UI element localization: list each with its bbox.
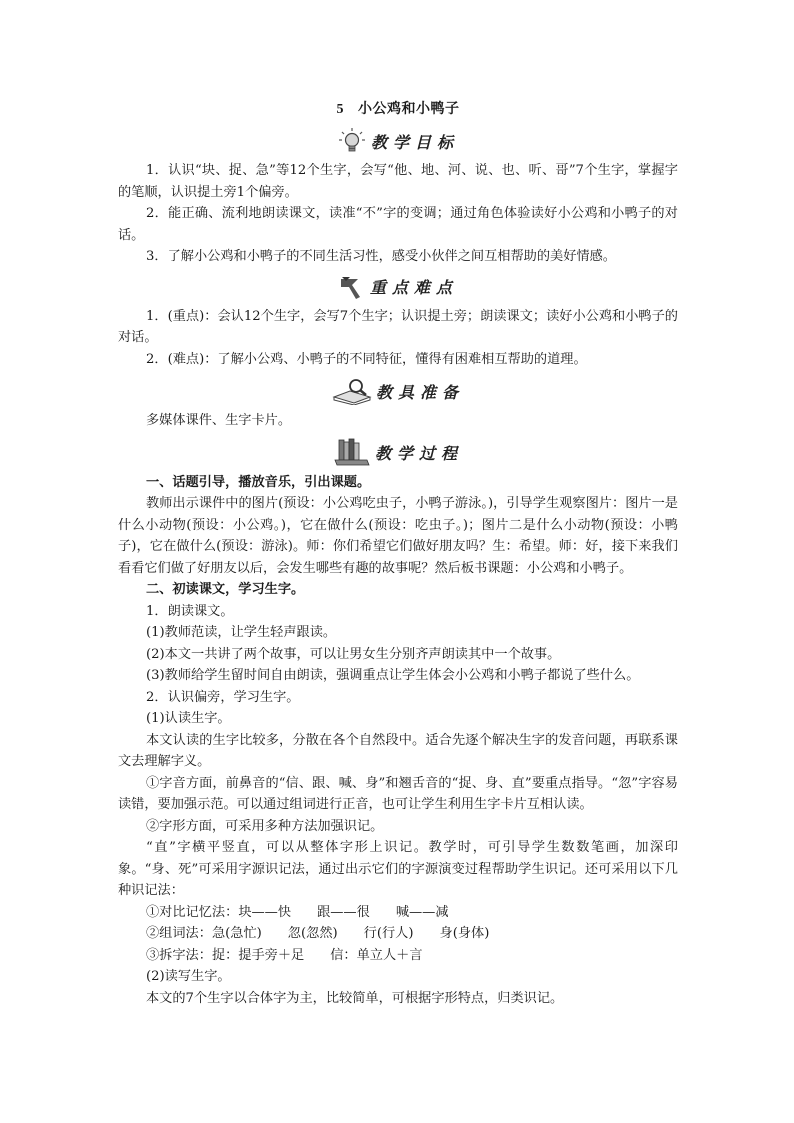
read-item: (3)教师给学生留时间自由朗读，强调重点让学生体会小公鸡和小鸭子都说了些什么。: [146, 668, 640, 683]
goals-banner: [118, 126, 678, 156]
pronunciation-text: ①字音方面，前鼻音的“信、跟、喊、身”和翘舌音的“捉、身、直”要重点指导。“忽”字容易读错，要加强示范。可以通过组词进行正音，也可让学生利用生字卡片互相认读。: [118, 775, 678, 812]
recognize-heading: (1)认读生字。: [146, 711, 231, 726]
memory-method-words: [118, 923, 678, 945]
method-item: 行(行人): [363, 926, 414, 941]
method-label: ①对比记忆法：: [146, 904, 239, 920]
books-stack-icon: [333, 438, 371, 468]
memory-method-compare: [118, 902, 678, 924]
process-heading: 教学过程: [374, 444, 463, 463]
goal-item: 2．能正确、流利地朗读课文，读准“不”字的变调；通过角色体验读好小公鸡和小鸭子的对话。: [118, 206, 678, 243]
method-item: 捉：提手旁＋足: [211, 947, 305, 963]
write-heading: (2)读写生字。: [146, 969, 231, 984]
lesson-title-text: 小公鸡和小鸭子: [358, 101, 460, 117]
read-heading: 1．朗读课文。: [146, 603, 234, 619]
method-item: 身(身体): [439, 926, 490, 941]
method-item: 忽(忽然): [287, 926, 338, 941]
process-banner: [118, 438, 678, 468]
method-item: 块——快: [238, 904, 292, 920]
key-point-item: 2．(难点)：了解小公鸡、小鸭子的不同特征，懂得有困难相互帮助的道理。: [146, 351, 587, 367]
goals-heading: 教学目标: [370, 132, 459, 152]
shape-text: ②字形方面，可采用多种方法加强识记。: [146, 818, 384, 834]
method-label: ③拆字法：: [146, 947, 212, 963]
method-item: 跟——很: [317, 904, 370, 920]
pin-icon: [338, 273, 366, 301]
part1-text: 教师出示课件中的图片(预设：小公鸡吃虫子，小鸭子游泳。)，引导学生观察图片：图片一是什么小动物(预设：小公鸡。)，它在做什么(预设：吃虫子。)；图片二是什么小动物(预设：小鸭子)，它在做什么(预设：游泳)。师：你们希望它们做好朋友吗？生：希望。师：好，接下来我们看看它们做了好朋友以后，会发生哪些有趣的故事呢？然后板书课题：小公鸡和小鸭子。: [118, 496, 678, 576]
document-page: [118, 98, 678, 1009]
recognize-text: 本文认读的生字比较多，分散在各个自然段中。适合先逐个解决生字的发音问题，再联系课文去理解字义。: [118, 732, 678, 769]
lightbulb-icon: [337, 127, 367, 155]
zhi-text: “直”字横平竖直，可以从整体字形上识记。教学时，可引导学生数数笔画，加深印象。“身、死”可采用字源识记法，通过出示它们的字源演变过程帮助学生识记。还可采用以下几种识记法：: [118, 840, 678, 898]
part2-heading: 二、初读课文，学习生字。: [146, 582, 305, 597]
part1-heading: 一、话题引导，播放音乐，引出课题。: [146, 474, 371, 490]
radical-heading: 2．认识偏旁，学习生字。: [146, 689, 300, 705]
read-item: (2)本文一共讲了两个故事，可以让男女生分别齐声朗读其中一个故事。: [146, 646, 561, 662]
write-text: 本文的7个生字以合体字为主，比较简单，可根据字形特点，归类识记。: [146, 990, 564, 1006]
method-item: 信：单立人＋言: [330, 947, 423, 963]
goal-item: 3．了解小公鸡和小鸭子的不同生活习性，感受小伙伴之间互相帮助的美好情感。: [146, 249, 616, 264]
book-magnifier-icon: [332, 377, 372, 405]
key-point-item: 1．(重点)：会认12个生字，会写7个生字；认识提土旁；朗读课文；读好小公鸡和小鸭子的对话。: [118, 308, 678, 345]
key-points-heading: 重点难点: [369, 278, 458, 297]
method-item: 急(急忙): [211, 926, 262, 941]
method-label: ②组词法：: [146, 926, 212, 941]
materials-heading: 教具准备: [375, 382, 464, 402]
read-item: (1)教师范读，让学生轻声跟读。: [146, 625, 337, 640]
materials-text: 多媒体课件、生字卡片。: [146, 413, 292, 428]
lesson-number: 5: [336, 102, 344, 117]
memory-method-split: [118, 945, 678, 967]
materials-banner: [118, 376, 678, 406]
method-item: 喊——减: [395, 904, 449, 920]
goal-item: 1．认识“块、捉、急”等12个生字，会写“他、地、河、说、也、听、哥”7个生字，掌握字的笔顺，认识提土旁1个偏旁。: [118, 163, 678, 200]
lesson-title: [118, 98, 678, 118]
key-points-banner: [118, 272, 678, 302]
